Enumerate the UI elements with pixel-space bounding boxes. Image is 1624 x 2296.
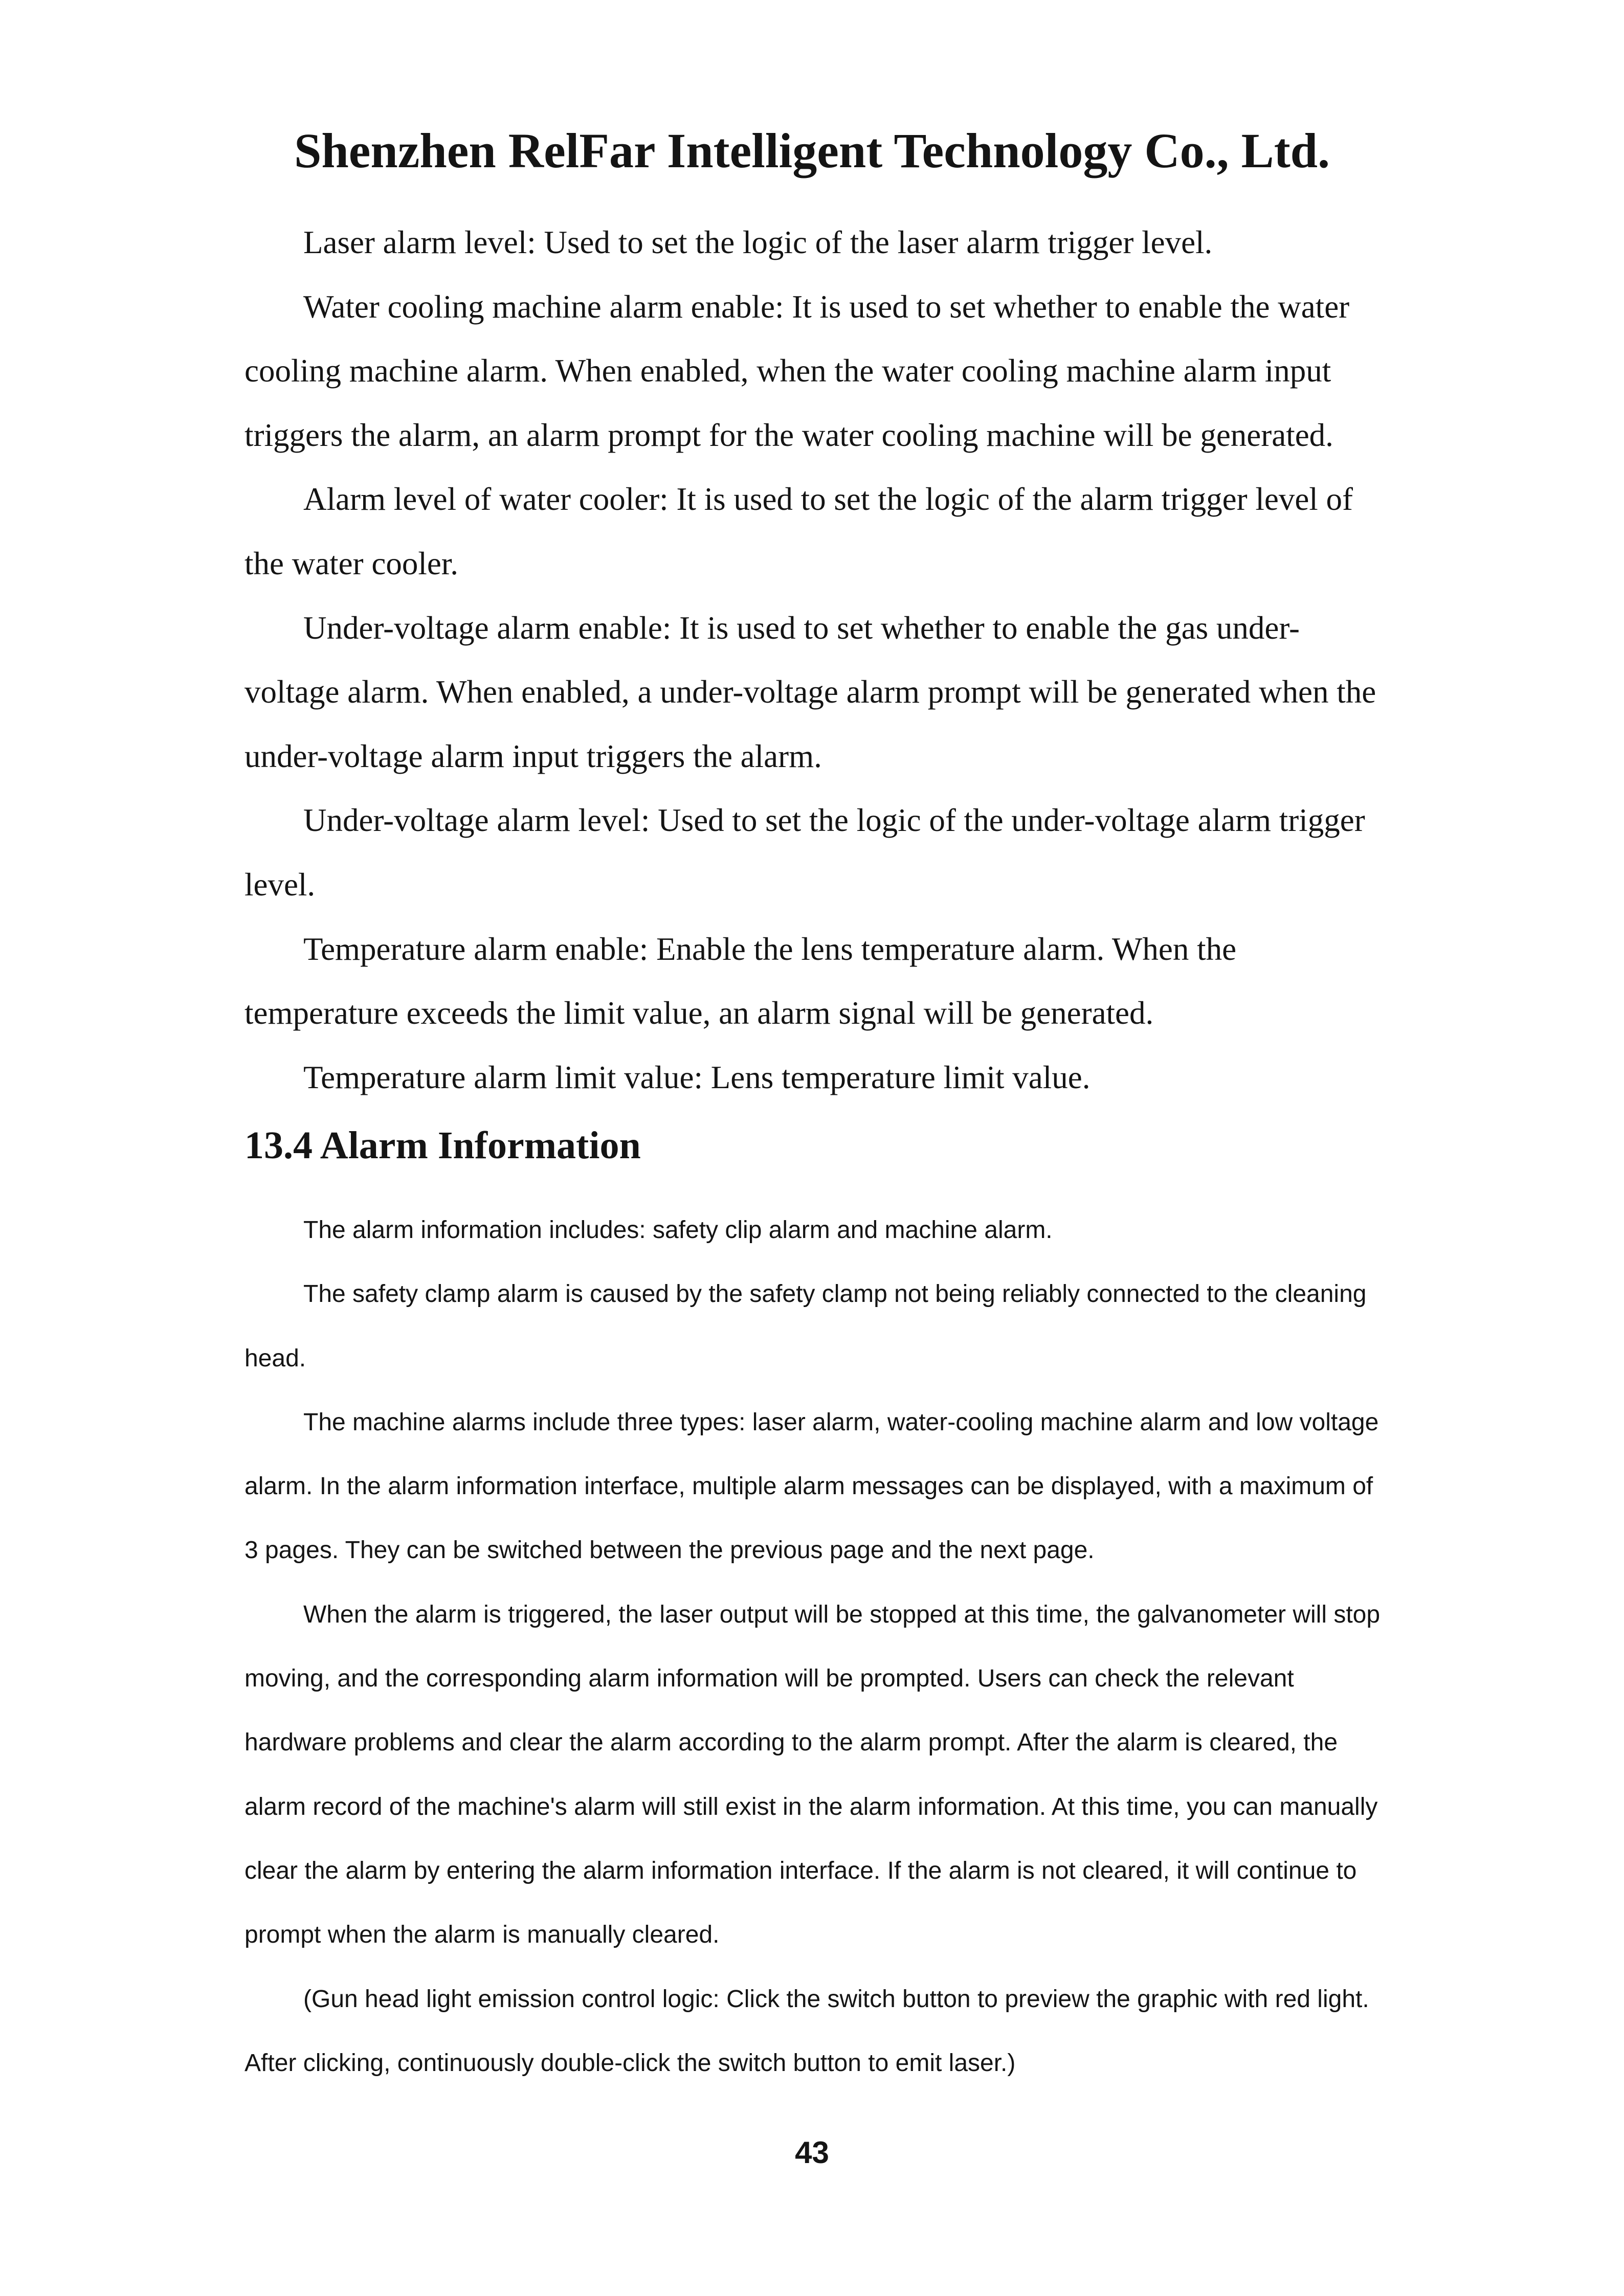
alarm-settings-descriptions [244,211,1385,1110]
paragraph-machine-alarm-types: The machine alarms include three types: laser alarm, water-cooling machine alarm and low voltage alarm. In the alarm information interface, multiple alarm messages can be displayed, with a maximum of 3 pages. They can be switched between the previous page and the next page. [244,1408,1379,1564]
paragraph-temperature-alarm-limit: Temperature alarm limit value: Lens temperature limit value. [303,1059,1091,1095]
paragraph-alarm-triggered: When the alarm is triggered, the laser output will be stopped at this time, the galvanometer will stop moving, and the corresponding alarm information will be prompted. Users can check the relevant hardware problems and clear the alarm according to the alarm prompt. After the alarm is cleared, the alarm record of the machine's alarm will still exist in the alarm information. At this time, you can manually clear the alarm by entering the alarm information interface. If the alarm is not cleared, it will continue to prompt when the alarm is manually cleared. [244,1601,1381,1949]
section-heading: 13.4 Alarm Information [244,1124,641,1167]
paragraph-alarm-info-includes: The alarm information includes: safety clip alarm and machine alarm. [303,1217,1053,1244]
paragraph-water-cooler-alarm-level: Alarm level of water cooler: It is used to set the logic of the alarm trigger level of the water cooler. [244,481,1353,581]
company-header: Shenzhen RelFar Intelligent Technology Co., Ltd. [294,123,1330,178]
page-number: 43 [795,2135,829,2170]
paragraph-safety-clamp-alarm: The safety clamp alarm is caused by the safety clamp not being reliably connected to the cleaning head. [244,1280,1367,1372]
paragraph-under-voltage-alarm-enable: Under-voltage alarm enable: It is used to set whether to enable the gas under-voltage alarm. When enabled, a under-voltage alarm prompt will be generated when the under-voltage alarm input triggers the alarm. [244,610,1376,774]
paragraph-under-voltage-alarm-level: Under-voltage alarm level: Used to set the logic of the under-voltage alarm trigger level. [244,802,1365,903]
paragraph-laser-alarm-level: Laser alarm level: Used to set the logic of the laser alarm trigger level. [303,224,1213,260]
paragraph-temperature-alarm-enable: Temperature alarm enable: Enable the lens temperature alarm. When the temperature exceeds the limit value, an alarm signal will be generated. [244,931,1237,1031]
paragraph-water-cooling-alarm-enable: Water cooling machine alarm enable: It is used to set whether to enable the water cooling machine alarm. When enabled, when the water cooling machine alarm input triggers the alarm, an alarm prompt for the water cooling machine will be generated. [244,288,1350,453]
alarm-information-body [244,1198,1385,2095]
paragraph-gun-head-light-logic: (Gun head light emission control logic: Click the switch button to preview the graphic with red light. After clicking, continuously double-click the switch button to emit laser.) [244,1985,1369,2077]
